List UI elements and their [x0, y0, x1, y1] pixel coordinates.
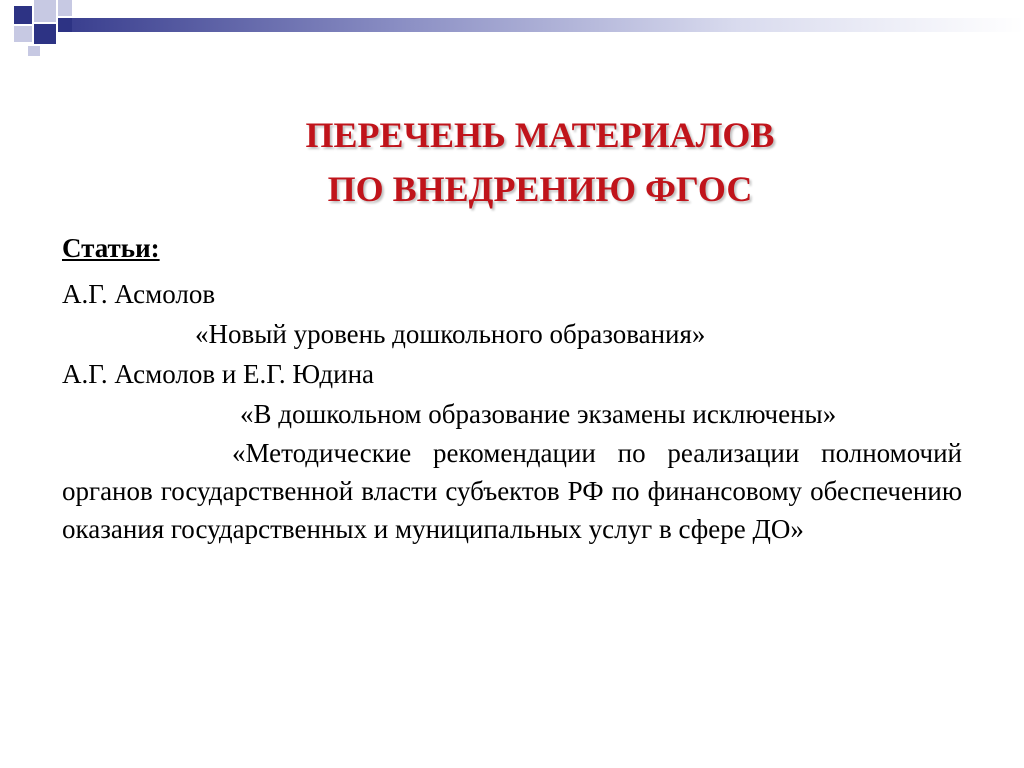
slide-body [62, 228, 962, 548]
long-item-text: «Методические рекомендации по реализации полномочий органов государственной власти субъектов РФ по финансовому обеспечению оказания государственных и муниципальных услуг в сфере ДО» [62, 438, 962, 544]
entry-author: А.Г. Асмолов [62, 279, 216, 309]
decor-square [58, 18, 72, 32]
decor-square [34, 0, 56, 22]
entry-author: А.Г. Асмолов и Е.Г. Юдина [62, 359, 375, 389]
decor-square [58, 0, 72, 16]
section-heading: Статьи: [62, 233, 160, 263]
long-item [62, 434, 962, 548]
title-line-1: ПЕРЕЧЕНЬ МАТЕРИАЛОВ [305, 115, 775, 155]
decor-square [14, 6, 32, 24]
header-gradient-bar [70, 18, 1024, 32]
decorative-header [0, 0, 1024, 48]
slide-title [120, 108, 960, 216]
decor-square [28, 46, 40, 56]
entry-work: «В дошкольном образование экзамены исключены» [240, 399, 837, 429]
entry-work: «Новый уровень дошкольного образования» [195, 319, 706, 349]
decor-square [34, 24, 56, 44]
decor-square [14, 26, 32, 42]
title-line-2: ПО ВНЕДРЕНИЮ ФГОС [327, 169, 753, 209]
